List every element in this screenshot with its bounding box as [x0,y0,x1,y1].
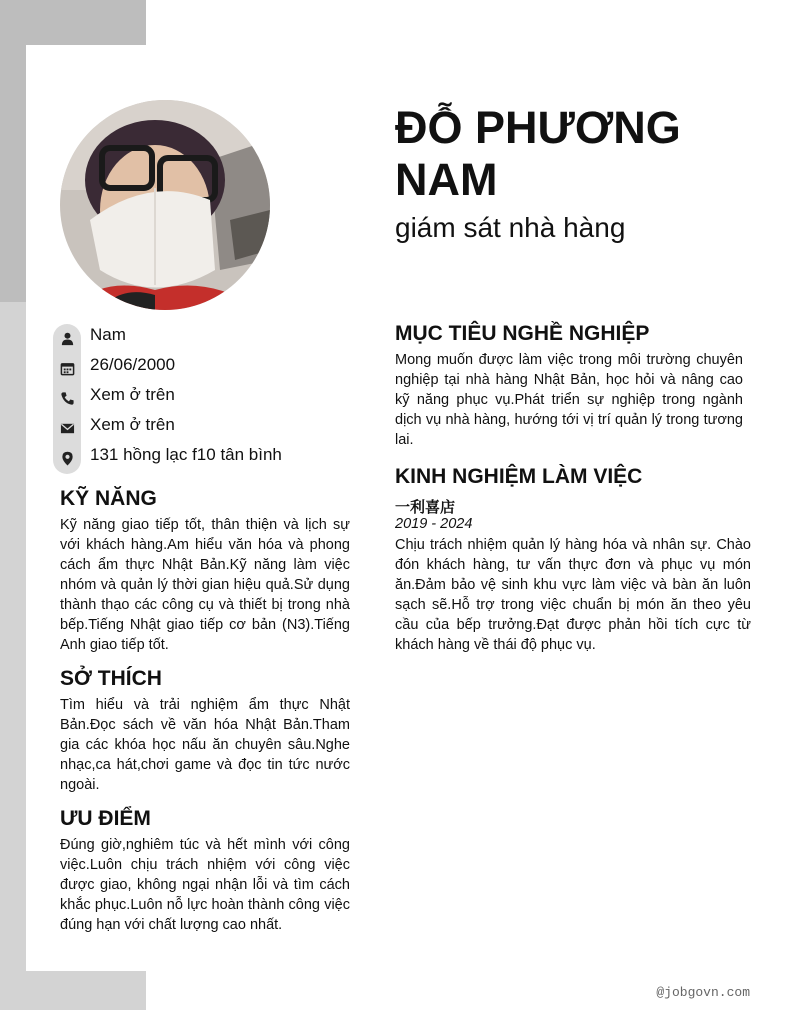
email-icon [53,414,81,442]
contact-email [53,414,353,444]
contact-gender [53,324,353,354]
skills-heading: KỸ NĂNG [60,487,157,510]
candidate-name: ĐỖ PHƯƠNG NAM [395,102,681,205]
location-pin-icon [53,444,81,472]
work-period: 2019 - 2024 [395,516,473,532]
experience-heading: KINH NGHIỆM LÀM VIỆC [395,465,643,488]
strengths-text: Đúng giờ,nghiêm túc và hết mình với công việc.Luôn chịu trách nhiệm với công việc được giao, không ngại nhận lỗi và tìm cách khắc phục.Luôn nỗ lực hoàn thành công việc đúng hạn với chất lượng cao nhất. [60,837,350,933]
strengths-heading: ƯU ĐIỂM [60,807,151,830]
contact-phone [53,384,353,414]
skills-text: Kỹ năng giao tiếp tốt, thân thiện và lịch sự với khách hàng.Am hiểu văn hóa và phong cách ẩm thực Nhật Bản.Kỹ năng làm việc nhóm và quản lý thời gian hiệu quả.Sử dụng thành thạo các công cụ và thiết bị trong nhà bếp.Tiếng Nhật giao tiếp cơ bản (N3).Tiếng Anh giao tiếp tốt. [60,517,350,653]
hobbies-text: Tìm hiểu và trải nghiệm ẩm thực Nhật Bản.Đọc sách về văn hóa Nhật Bản.Tham gia các khóa học nấu ăn chuyên sâu.Nghe nhạc,ca hát,chơi game và đọc tin tức nước ngoài. [60,697,350,793]
phone-icon [53,384,81,412]
hobbies-heading: SỞ THÍCH [60,667,162,690]
contact-value: Nam [90,325,126,344]
objective-heading: MỤC TIÊU NGHỀ NGHIỆP [395,322,650,345]
contact-value: Xem ở trên [90,385,175,404]
contact-birthday [53,354,353,384]
objective-text: Mong muốn được làm việc trong môi trường chuyên nghiệp tại nhà hàng Nhật Bản, học hỏi và nâng cao kỹ năng phục vụ.Phát triển sự nghiệp trong ngành dịch vụ nhà hàng, hướng tới vị trí quản lý trong tương lai. [395,352,743,448]
contact-value: Xem ở trên [90,415,175,434]
company-name: 一利喜店 [395,499,456,516]
contact-value: 26/06/2000 [90,355,176,374]
experience-description: Chịu trách nhiệm quản lý hàng hóa và nhân sự. Chào đón khách hàng, tư vấn thực đơn và phục vụ món ăn.Đảm bảo vệ sinh khu vực làm việc và bàn ăn luôn sạch sẽ.Hỗ trợ trong việc chuẩn bị món ăn theo yêu cầu của bếp trưởng.Đạt được phản hồi tích cực từ khách hàng về thái độ phục vụ. [395,537,751,653]
profile-photo [60,100,270,310]
contact-address [53,444,353,474]
watermark: @jobgovn.com [656,985,750,1000]
person-icon [53,324,81,352]
calendar-icon [53,354,81,382]
contact-value: 131 hồng lạc f10 tân bình [90,445,282,464]
job-position: giám sát nhà hàng [395,212,626,243]
profile-photo-image [60,100,270,310]
